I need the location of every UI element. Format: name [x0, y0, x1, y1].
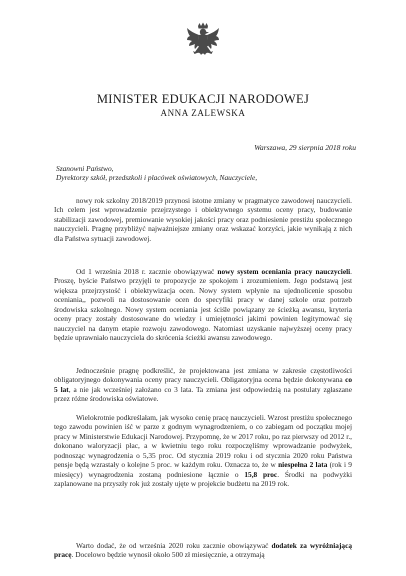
paragraph-3-part-a: Jednocześnie pragnę podkreślić, że projektowana jest zmiana w zakresie częstotliwości obligatoryjnego dokonywania oceny pracy nauczycieli. Obligatoryjna ocena będzie dokonywana — [54, 366, 352, 385]
paragraph-1 — [54, 196, 352, 243]
paragraph-2-part-a: Od 1 września 2018 r. zacznie obowiązywać — [76, 267, 218, 276]
paragraph-2-part-c: . Proszę, byście Państwo przyjęli te propozycje ze spokojem i zrozumieniem. Jego podstawą jest większa przejrzystość i obiektywizacja ocen. Nowy system wpłynie na ujednolicenie sposobu oceniania,, pozwoli na dostosowanie ocen do specyfiki pracy w danej szkole oraz potrzeb środowiska szkolnego. Nowy system oceniania jest ściśle powiązany ze ścieżką awansu, kryteria oceny pracy zostały dostosowane do wiedzy i umiejętności jakimi powinien legitymować się nauczyciel na danym etapie rozwoju zawodowego. Natomiast uzyskanie najwyższej oceny pracy będzie uprawniało nauczyciela do skrócenia ścieżki awansu zawodowego. — [54, 267, 352, 343]
paragraph-4-text — [54, 413, 352, 489]
paragraph-5-highlight: dodatek za wyróżniającą pracę — [54, 541, 352, 560]
paragraph-5-part-a: Warto dodać, że od września 2020 roku zacznie obowiązywać — [76, 541, 272, 550]
salutation — [56, 164, 257, 183]
paragraph-5-part-c: . Docelowo będzie wynosił około 500 zł miesięcznie, a otrzymają — [71, 550, 265, 560]
paragraph-4-part-e: . Środki na podwyżki zaplanowane na przyszły rok już zostały ujęte w projekcie budżetu na 2019 rok. — [54, 469, 352, 489]
salutation-line-2: Dyrektorzy szkół, przedszkoli i placówek oświatowych, Nauczyciele, — [56, 173, 258, 183]
paragraph-5-text — [54, 541, 352, 560]
minister-name: ANNA ZALEWSKA — [160, 108, 246, 118]
paragraph-4-part-c: (rok i 9 miesięcy) wynagrodzenia zostaną podniesione łącznie o — [54, 460, 352, 479]
paragraph-4-highlight-percent: 15,8 proc — [244, 469, 278, 479]
paragraph-2-text — [54, 267, 352, 343]
paragraph-3-part-c: , a nie jak wcześniej założano co 3 lata. Ta zmiana jest odpowiedzią na postulaty zgłaszane przez różne środowiska oświatowe. — [54, 384, 352, 404]
paragraph-2 — [54, 267, 352, 343]
letter-date: Warszawa, 29 sierpnia 2018 roku — [254, 143, 356, 152]
paragraph-4 — [54, 413, 352, 489]
paragraph-3 — [54, 366, 352, 404]
paragraph-5 — [54, 541, 352, 560]
page-title: MINISTER EDUKACJI NARODOWEJ — [96, 92, 310, 106]
polish-eagle-emblem-icon — [186, 22, 220, 62]
paragraph-4-highlight-duration: niespełna 2 lata — [278, 460, 328, 470]
paragraph-4-part-a: Wielokrotnie podkreślałam, jak wysoko cenię pracę nauczycieli. Wzrost prestiżu społecznego tego zawodu powinien iść w parze z godnym wynagrodzeniem, o co zabiegam od początku mojej pracy w Ministerstwie Edukacji Narodowej. Przypomnę, że w 2017 roku, po raz pierwszy od 2012 r., dokonano waloryzacji płac, a w kwietniu tego roku rozpoczęliśmy wprowadzanie podwyżek, podnosząc wynagrodzenia o 5,35 proc. Od stycznia 2019 roku i od stycznia 2020 roku Państwa pensje będą wzrastały o kolejne 5 proc. w każdym roku. Oznacza to, że w — [54, 413, 352, 470]
paragraph-2-highlight: nowy system oceniania pracy nauczycieli — [217, 267, 351, 276]
salutation-line-1: Szanowni Państwo, — [56, 164, 114, 173]
paragraph-3-highlight: co 5 lat — [54, 375, 352, 394]
paragraph-1-text: nowy rok szkolny 2018/2019 przynosi istotne zmiany w pragmatyce zawodowej nauczycieli. Ich celem jest wprowadzenie przejrzystego i obiektywnego systemu oceny pracy, budowanie stabilizacji zawodowej, premiowanie wysokiej jakości pracy oraz podniesienie prestiżu społecznego nauczycieli. Pragnę przybliżyć najważniejsze zmiany oraz wskazać korzyści, jakie wynikają z nich dla Państwa sytuacji zawodowej. — [54, 196, 352, 243]
paragraph-3-text — [54, 366, 352, 404]
